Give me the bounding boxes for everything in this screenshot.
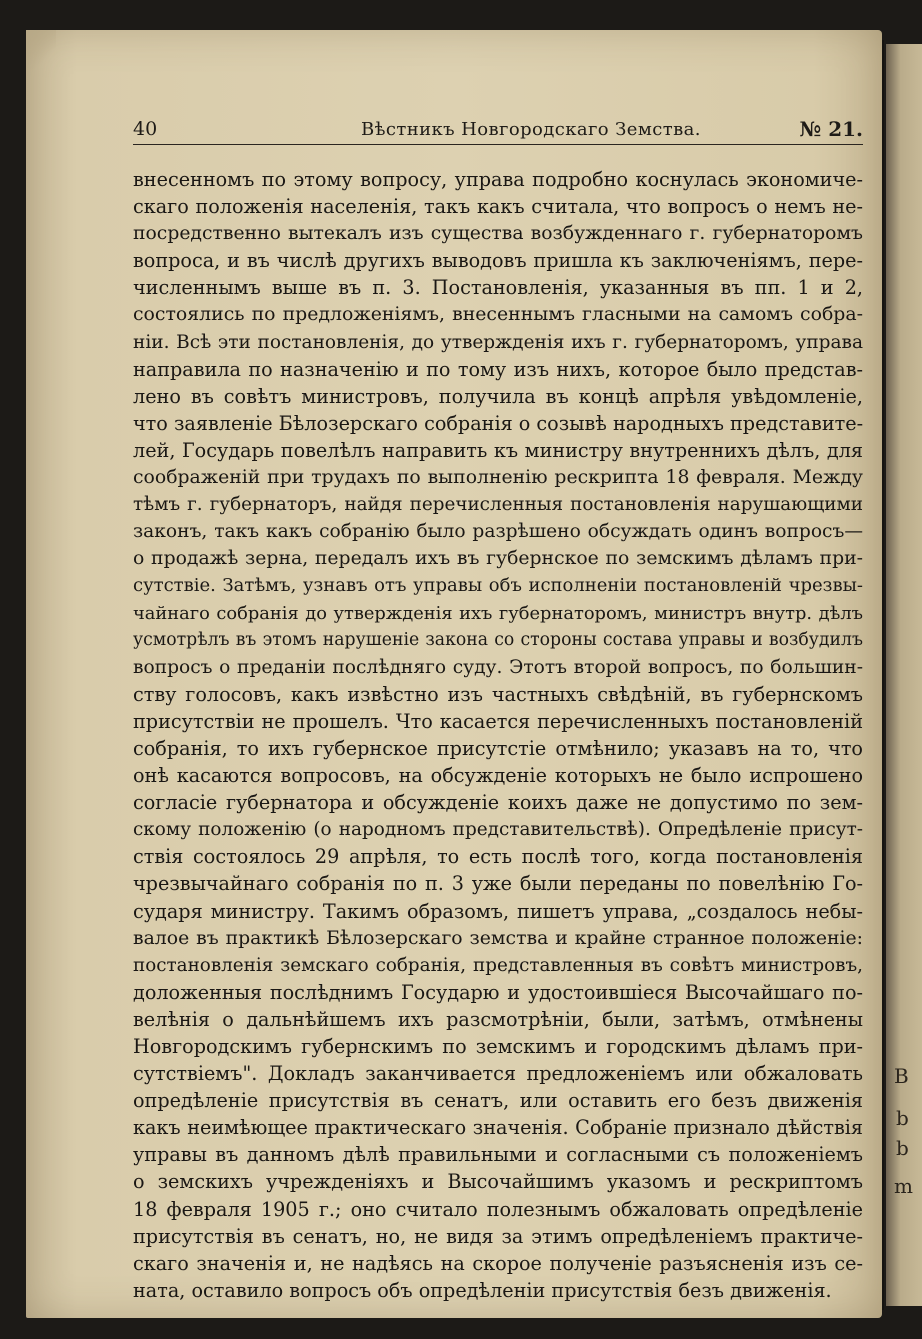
text-line: присутствіи не прошелъ. Что касается перечисленныхъ постановленій [133, 709, 863, 733]
text-line: состоялись по предложеніямъ, внесеннымъ гласными на самомъ собра- [133, 303, 863, 326]
text-line: внесенномъ по этому вопросу, управа подробно коснулась экономиче- [133, 168, 863, 191]
text-line: скаго положенія населенія, такъ какъ считала, что вопросъ о немъ не- [133, 195, 863, 219]
text-line: посредственно вытекалъ изъ существа возбужденнаго г. губернаторомъ [133, 223, 863, 245]
issue-number: № 21. [799, 117, 863, 141]
text-line: скому положенію (о народномъ представительствѣ). Опредѣленіе присут- [133, 819, 863, 841]
page-number: 40 [133, 118, 158, 140]
adjacent-page-mark: b [896, 1136, 909, 1160]
text-line: собранія, то ихъ губернское присутстіе отмѣнило; указавъ на то, что [133, 736, 863, 760]
body-text [133, 166, 863, 1304]
text-line: о земскихъ учрежденіяхъ и Высочайшимъ указомъ и рескриптомъ [133, 1170, 863, 1194]
adjacent-page-mark: b [896, 1106, 909, 1130]
text-line: численнымъ выше въ п. 3. Постановленія, указанныя въ пп. 1 и 2, [133, 276, 863, 300]
text-line: какъ неимѣющее практическаго значенія. Собраніе признало дѣйствія [133, 1116, 863, 1140]
adjacent-page-edge [886, 44, 922, 1306]
text-line: онѣ касаются вопросовъ, на обсужденіе которыхъ не было испрошено [133, 764, 863, 788]
adjacent-page-mark: m [894, 1174, 913, 1198]
text-line: чайнаго собранія до утвержденія ихъ губернаторомъ, министръ внутр. дѣлъ [133, 602, 863, 624]
text-line: тѣмъ г. губернаторъ, найдя перечисленныя постановленія нарушающими [133, 494, 863, 516]
text-line: постановленія земскаго собранія, представленныя въ совѣтъ министровъ, [133, 954, 863, 976]
adjacent-page-mark: B [894, 1064, 909, 1088]
text-line: сутствіе. Затѣмъ, узнавъ отъ управы объ исполненіи постановленій чрезвы- [133, 575, 863, 597]
text-line: велѣнія о дальнѣйшемъ ихъ разсмотрѣніи, были, затѣмъ, отмѣнены [133, 1007, 863, 1031]
text-line: ніи. Всѣ эти постановленія, до утвержденія ихъ г. губернаторомъ, управа [133, 331, 863, 353]
text-line: управы въ данномъ дѣлѣ правильными и согласными съ положеніемъ [133, 1143, 863, 1167]
text-line: скаго значенія и, не надѣясь на скорое полученіе разъясненія изъ се- [133, 1251, 863, 1275]
text-line: о продажѣ зерна, передалъ ихъ въ губернское по земскимъ дѣламъ при- [133, 548, 863, 570]
text-line: ствія состоялось 29 апрѣля, то есть послѣ того, когда постановленія [133, 845, 863, 869]
text-line: лей, Государь повелѣлъ направить къ министру внутреннихъ дѣлъ, для [133, 438, 863, 462]
text-line: доложенныя послѣднимъ Государю и удостоившіеся Высочайшаго по- [133, 980, 863, 1004]
text-line: 18 февраля 1905 г.; оно считало полезнымъ обжаловать опредѣленіе [133, 1197, 863, 1221]
text-line: лено въ совѣтъ министровъ, получила въ концѣ апрѣля увѣдомленіе, [133, 384, 863, 408]
text-line: законъ, такъ какъ собранію было разрѣшено обсуждать одинъ вопросъ— [133, 521, 863, 543]
text-line: опредѣленіе присутствія въ сенатъ, или оставить его безъ движенія [133, 1089, 863, 1113]
text-line: согласіе губернатора и обсужденіе коихъ даже не допустимо по зем- [133, 791, 863, 815]
text-line: соображеній при трудахъ по выполненію рескрипта 18 февраля. Между [133, 467, 863, 489]
text-line: валое въ практикѣ Бѣлозерскаго земства и крайне странное положеніе: [133, 927, 863, 949]
page-corner-curl [26, 30, 56, 70]
text-line: Новгородскимъ губернскимъ по земскимъ и городскимъ дѣламъ при- [133, 1035, 863, 1058]
running-title: Вѣстникъ Новгородскаго Земства. [361, 119, 701, 140]
text-line: что заявленіе Бѣлозерскаго собранія о созывѣ народныхъ представите- [133, 411, 864, 435]
text-line: вопросъ о преданіи послѣдняго суду. Этотъ второй вопросъ, по большин- [133, 656, 863, 678]
text-line: сутствіемъ". Докладъ заканчивается предложеніемъ или обжаловать [133, 1062, 863, 1086]
text-line: вопроса, и въ числѣ другихъ выводовъ пришла къ заключеніямъ, пере- [133, 249, 863, 273]
text-line: чрезвычайнаго собранія по п. 3 уже были переданы по повелѣнію Го- [133, 872, 863, 896]
text-line: ната, оставило вопросъ объ опредѣленіи присутствія безъ движенія. [133, 1278, 832, 1302]
text-line: направила по назначенію и по тому изъ нихъ, которое было представ- [133, 357, 863, 381]
text-line: сударя министру. Такимъ образомъ, пишетъ управа, „создалось небы- [133, 899, 863, 923]
text-line: присутствія въ сенатъ, но, не видя за этимъ опредѣленіемъ практиче- [133, 1224, 863, 1248]
text-line: усмотрѣлъ въ этомъ нарушеніе закона со стороны состава управы и возбудилъ [133, 629, 863, 650]
header-rule [133, 144, 863, 145]
page-header [133, 114, 863, 146]
text-line: ству голосовъ, какъ извѣстно изъ частныхъ свѣдѣній, въ губернскомъ [133, 682, 863, 706]
